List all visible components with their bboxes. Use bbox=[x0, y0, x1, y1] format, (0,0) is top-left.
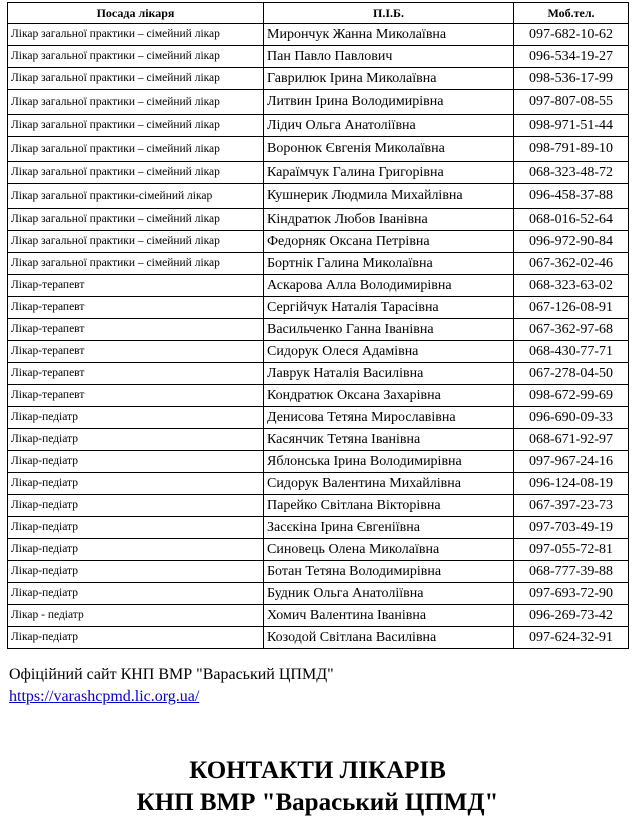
doctor-name: Лаврук Наталія Василівна bbox=[264, 363, 514, 385]
doctor-position: Лікар-педіатр bbox=[8, 473, 264, 495]
doctor-phone: 098-672-99-69 bbox=[514, 385, 629, 407]
doctor-name: Яблонська Ірина Володимирівна bbox=[264, 451, 514, 473]
doctor-phone: 097-967-24-16 bbox=[514, 451, 629, 473]
doctor-position: Лікар-педіатр bbox=[8, 583, 264, 605]
doctor-name: Синовець Олена Миколаївна bbox=[264, 539, 514, 561]
table-row bbox=[8, 209, 629, 231]
table-row bbox=[8, 137, 629, 162]
doctor-position: Лікар-терапевт bbox=[8, 319, 264, 341]
doctor-position: Лікар загальної практики – сімейний лікар bbox=[8, 90, 264, 115]
doctor-position: Лікар-педіатр bbox=[8, 561, 264, 583]
doctor-phone: 067-126-08-91 bbox=[514, 297, 629, 319]
table-row bbox=[8, 583, 629, 605]
doctor-position: Лікар - педіатр bbox=[8, 605, 264, 627]
header-position: Посада лікаря bbox=[8, 3, 264, 24]
doctor-position: Лікар-терапевт bbox=[8, 341, 264, 363]
doctor-phone: 068-016-52-64 bbox=[514, 209, 629, 231]
doctor-position: Лікар загальної практики – сімейний лікар bbox=[8, 253, 264, 275]
doctor-phone: 096-972-90-84 bbox=[514, 231, 629, 253]
table-row bbox=[8, 363, 629, 385]
table-row bbox=[8, 429, 629, 451]
doctor-phone: 068-323-63-02 bbox=[514, 275, 629, 297]
table-row bbox=[8, 561, 629, 583]
doctor-position: Лікар загальної практики – сімейний лікар bbox=[8, 209, 264, 231]
doctor-position: Лікар загальної практики – сімейний лікар bbox=[8, 115, 264, 137]
doctor-name: Сидорук Олеся Адамівна bbox=[264, 341, 514, 363]
doctor-phone: 096-690-09-33 bbox=[514, 407, 629, 429]
doctor-name: Денисова Тетяна Мирославівна bbox=[264, 407, 514, 429]
doctor-phone: 067-278-04-50 bbox=[514, 363, 629, 385]
doctor-phone: 098-971-51-44 bbox=[514, 115, 629, 137]
doctor-position: Лікар загальної практики – сімейний лікар bbox=[8, 162, 264, 184]
table-row bbox=[8, 627, 629, 649]
doctor-name: Мирончук Жанна Миколаївна bbox=[264, 24, 514, 46]
doctor-name: Кондратюк Оксана Захарівна bbox=[264, 385, 514, 407]
doctor-name: Пан Павло Павлович bbox=[264, 46, 514, 68]
doctor-name: Будник Ольга Анатоліївна bbox=[264, 583, 514, 605]
doctor-phone: 096-124-08-19 bbox=[514, 473, 629, 495]
doctor-phone: 096-269-73-42 bbox=[514, 605, 629, 627]
doctor-name: Кіндратюк Любов Іванівна bbox=[264, 209, 514, 231]
doctor-name: Ботан Тетяна Володимирівна bbox=[264, 561, 514, 583]
doctor-phone: 067-362-97-68 bbox=[514, 319, 629, 341]
table-row bbox=[8, 231, 629, 253]
table-row bbox=[8, 539, 629, 561]
doctor-position: Лікар загальної практики – сімейний лікар bbox=[8, 68, 264, 90]
doctor-name: Сергійчук Наталія Тарасівна bbox=[264, 297, 514, 319]
table-row bbox=[8, 68, 629, 90]
table-row bbox=[8, 385, 629, 407]
table-row bbox=[8, 473, 629, 495]
doctor-position: Лікар загальної практики – сімейний лікар bbox=[8, 137, 264, 162]
doctor-position: Лікар-терапевт bbox=[8, 297, 264, 319]
table-row bbox=[8, 297, 629, 319]
doctor-phone: 097-807-08-55 bbox=[514, 90, 629, 115]
table-row bbox=[8, 275, 629, 297]
doctor-position: Лікар загальної практики – сімейний лікар bbox=[8, 231, 264, 253]
doctor-name: Сидорук Валентина Михайлівна bbox=[264, 473, 514, 495]
table-row bbox=[8, 341, 629, 363]
doctor-name: Парейко Світлана Вікторівна bbox=[264, 495, 514, 517]
table-row bbox=[8, 162, 629, 184]
doctor-phone: 068-323-48-72 bbox=[514, 162, 629, 184]
doctor-name: Лідич Ольга Анатоліївна bbox=[264, 115, 514, 137]
doctor-name: Гаврилюк Ірина Миколаївна bbox=[264, 68, 514, 90]
doctor-phone: 097-055-72-81 bbox=[514, 539, 629, 561]
table-row bbox=[8, 46, 629, 68]
header-name: П.І.Б. bbox=[264, 3, 514, 24]
page-title-line-2: КНП ВМР "Вараський ЦПМД" bbox=[136, 789, 499, 816]
doctor-position: Лікар загальної практики-сімейний лікар bbox=[8, 184, 264, 209]
table-row bbox=[8, 319, 629, 341]
page-title-line-1: КОНТАКТИ ЛІКАРІВ bbox=[189, 757, 446, 784]
official-site-link[interactable]: https://varashcpmd.lic.org.ua/ bbox=[9, 688, 200, 705]
doctor-position: Лікар-терапевт bbox=[8, 275, 264, 297]
doctor-phone: 096-534-19-27 bbox=[514, 46, 629, 68]
table-row bbox=[8, 90, 629, 115]
table-row bbox=[8, 407, 629, 429]
doctor-position: Лікар загальної практики – сімейний лікар bbox=[8, 46, 264, 68]
doctor-position: Лікар загальної практики – сімейний лікар bbox=[8, 24, 264, 46]
doctor-position: Лікар-педіатр bbox=[8, 429, 264, 451]
doctor-phone: 097-624-32-91 bbox=[514, 627, 629, 649]
doctor-name: Бортнік Галина Миколаївна bbox=[264, 253, 514, 275]
doctor-phone: 068-671-92-97 bbox=[514, 429, 629, 451]
doctor-name: Аскарова Алла Володимирівна bbox=[264, 275, 514, 297]
doctor-phone: 067-397-23-73 bbox=[514, 495, 629, 517]
official-site-label: Офіційний сайт КНП ВМР "Вараський ЦПМД" bbox=[9, 666, 334, 683]
doctor-position: Лікар-педіатр bbox=[8, 517, 264, 539]
doctor-position: Лікар-педіатр bbox=[8, 627, 264, 649]
doctor-phone: 098-791-89-10 bbox=[514, 137, 629, 162]
doctor-name: Кушнерик Людмила Михайлівна bbox=[264, 184, 514, 209]
doctor-name: Караїмчук Галина Григорівна bbox=[264, 162, 514, 184]
table-row bbox=[8, 115, 629, 137]
doctor-phone: 097-703-49-19 bbox=[514, 517, 629, 539]
doctor-phone: 097-693-72-90 bbox=[514, 583, 629, 605]
doctor-name: Козодой Світлана Василівна bbox=[264, 627, 514, 649]
doctor-phone: 068-430-77-71 bbox=[514, 341, 629, 363]
doctor-position: Лікар-педіатр bbox=[8, 407, 264, 429]
table-row bbox=[8, 517, 629, 539]
header-phone: Моб.тел. bbox=[514, 3, 629, 24]
doctor-name: Васильченко Ганна Іванівна bbox=[264, 319, 514, 341]
table-row bbox=[8, 253, 629, 275]
doctor-name: Федорняк Оксана Петрівна bbox=[264, 231, 514, 253]
doctor-position: Лікар-педіатр bbox=[8, 451, 264, 473]
doctor-name: Литвин Ірина Володимирівна bbox=[264, 90, 514, 115]
doctor-position: Лікар-терапевт bbox=[8, 363, 264, 385]
doctor-phone: 096-458-37-88 bbox=[514, 184, 629, 209]
doctor-position: Лікар-педіатр bbox=[8, 539, 264, 561]
doctor-position: Лікар-терапевт bbox=[8, 385, 264, 407]
doctor-name: Воронюк Євгенія Миколаївна bbox=[264, 137, 514, 162]
doctor-position: Лікар-педіатр bbox=[8, 495, 264, 517]
table-row bbox=[8, 495, 629, 517]
doctor-phone: 068-777-39-88 bbox=[514, 561, 629, 583]
doctor-phone: 098-536-17-99 bbox=[514, 68, 629, 90]
table-header-row bbox=[8, 3, 629, 24]
table-row bbox=[8, 451, 629, 473]
doctor-name: Хомич Валентина Іванівна bbox=[264, 605, 514, 627]
doctor-name: Засєкіна Ірина Євгеніївна bbox=[264, 517, 514, 539]
doctor-name: Касянчик Тетяна Іванівна bbox=[264, 429, 514, 451]
doctors-contacts-table bbox=[7, 2, 629, 649]
table-row bbox=[8, 184, 629, 209]
doctor-phone: 097-682-10-62 bbox=[514, 24, 629, 46]
table-row bbox=[8, 24, 629, 46]
table-row bbox=[8, 605, 629, 627]
doctor-phone: 067-362-02-46 bbox=[514, 253, 629, 275]
